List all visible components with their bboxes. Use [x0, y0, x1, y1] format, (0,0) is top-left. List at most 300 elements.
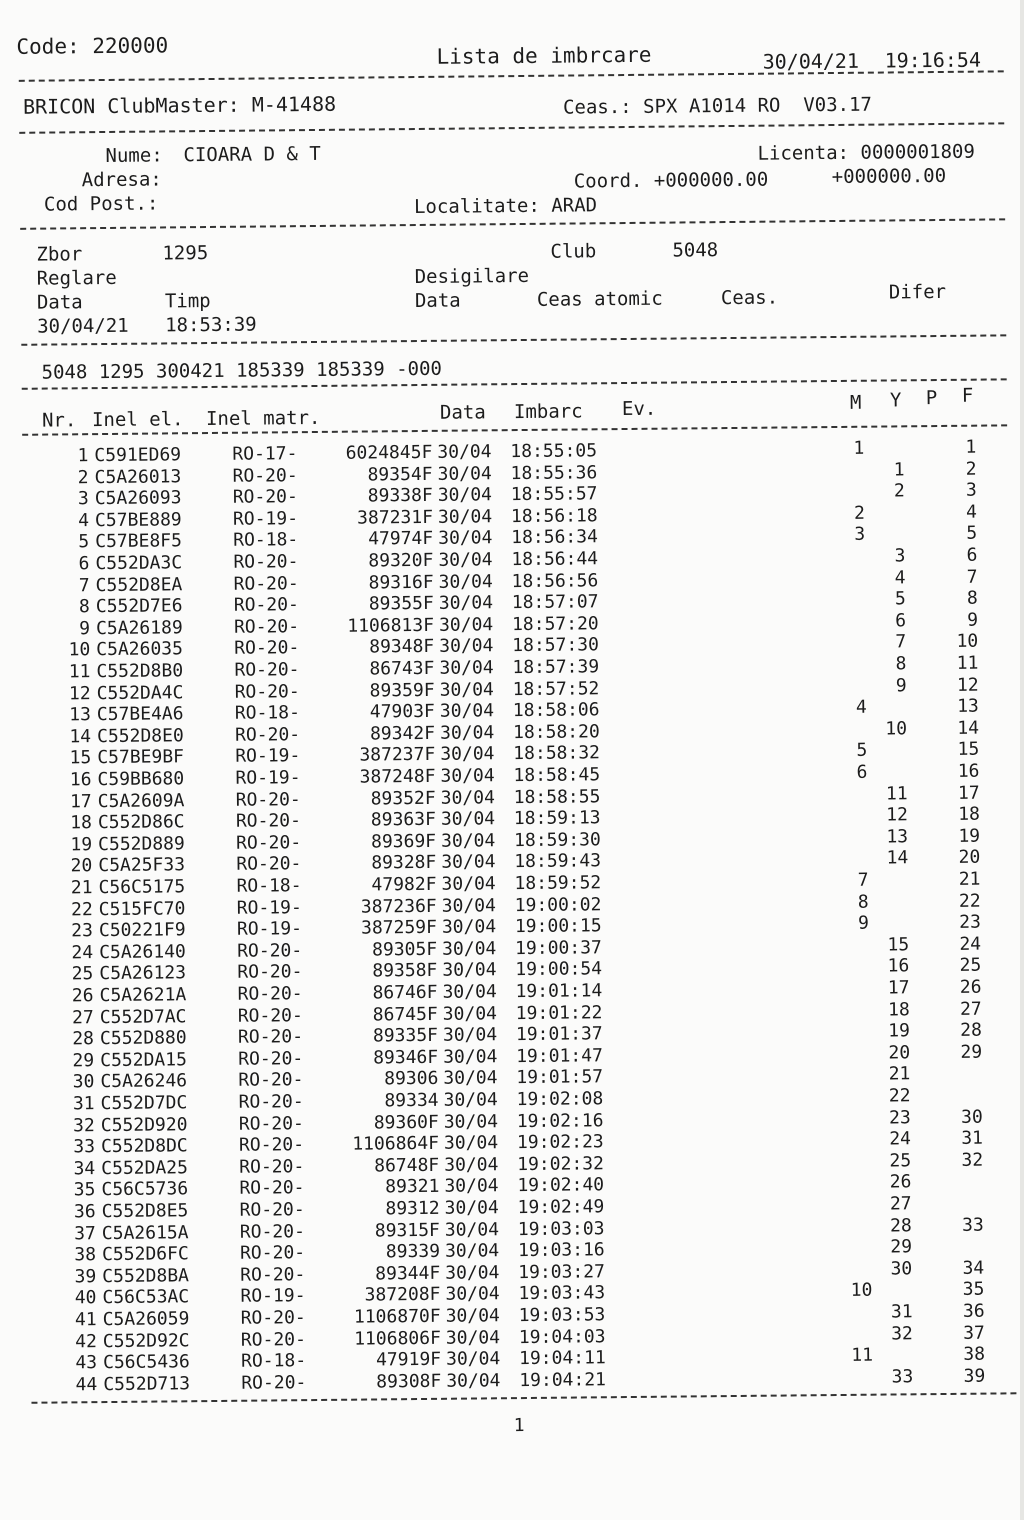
row-number: 28: [72, 1028, 95, 1050]
zbor-label: Zbor: [36, 243, 83, 266]
ring-number: 47919F: [375, 1349, 442, 1371]
electronic-ring: C5A26013: [94, 465, 182, 488]
y-rank: 1: [893, 458, 905, 481]
f-rank: 33: [962, 1214, 984, 1236]
boarding-date: 30/04: [442, 981, 497, 1003]
electronic-ring: C5A26189: [95, 617, 183, 639]
row-number: 24: [71, 941, 94, 964]
ring-prefix: RO-20-: [240, 1307, 306, 1329]
y-rank: 14: [886, 847, 909, 869]
boarding-date: 30/04: [437, 506, 493, 528]
electronic-ring: C552D8EA: [95, 573, 183, 596]
electronic-ring: C5A26059: [102, 1308, 190, 1331]
f-rank: 20: [958, 847, 981, 869]
row-number: 30: [72, 1071, 95, 1093]
boarding-time: 18:58:06: [512, 699, 600, 722]
electronic-ring: C57BE9BF: [97, 746, 185, 769]
f-rank: 19: [958, 825, 981, 847]
col-f: F: [961, 384, 974, 407]
m-rank: 1: [853, 437, 865, 459]
y-rank: 28: [890, 1214, 912, 1237]
y-rank: 7: [895, 631, 907, 653]
y-rank: 20: [888, 1042, 911, 1064]
reglare-time: 18:53:39: [165, 313, 257, 337]
ring-number: 86748F: [374, 1154, 440, 1177]
f-rank: 27: [959, 998, 982, 1020]
ring-prefix: RO-20-: [233, 594, 299, 616]
f-rank: 37: [963, 1322, 985, 1344]
electronic-ring: C5A2615A: [101, 1221, 189, 1244]
clock-label: Ceas.: SPX A1014 RO V03.17: [562, 93, 873, 119]
row-number: 32: [73, 1114, 95, 1136]
electronic-ring: C552D8B0: [96, 660, 184, 683]
reglare-label: Reglare: [36, 266, 117, 290]
electronic-ring: C552D92C: [102, 1329, 190, 1352]
electronic-ring: C57BE889: [94, 509, 182, 531]
address-label: Adresa:: [81, 168, 162, 192]
f-rank: 36: [962, 1300, 985, 1322]
desigilare-label: Desigilare: [414, 264, 530, 289]
owner-name: CIOARA D & T: [183, 142, 321, 167]
ring-prefix: RO-20-: [240, 1263, 306, 1286]
ring-number: 387208F: [364, 1284, 441, 1306]
ring-prefix: RO-20-: [237, 1004, 303, 1027]
y-rank: 4: [894, 566, 906, 589]
electronic-ring: C552D7DC: [100, 1092, 188, 1115]
row-number: 44: [75, 1373, 98, 1396]
boarding-time: 19:00:15: [514, 915, 602, 938]
ring-number: 89346F: [373, 1046, 439, 1069]
row-number: 22: [70, 898, 93, 920]
ring-prefix: RO-18-: [236, 875, 302, 897]
boarding-date: 30/04: [445, 1262, 500, 1284]
boarding-time: 19:04:03: [518, 1325, 606, 1348]
boarding-date: 30/04: [438, 614, 494, 636]
boarding-time: 18:58:20: [512, 721, 600, 743]
boarding-date: 30/04: [445, 1305, 500, 1327]
boarding-date: 30/04: [438, 527, 493, 550]
ring-number: 89369F: [370, 830, 437, 853]
ring-prefix: RO-20-: [234, 659, 300, 681]
boarding-time: 19:01:22: [515, 1001, 603, 1024]
boarding-time: 19:00:54: [515, 958, 603, 981]
y-rank: 10: [885, 718, 908, 740]
boarding-time: 18:59:13: [513, 807, 601, 830]
f-rank: 38: [963, 1343, 986, 1366]
boarding-time: 19:04:11: [518, 1347, 606, 1370]
boarding-date: 30/04: [437, 462, 492, 485]
ring-number: 1106806F: [354, 1327, 441, 1350]
ring-number: 86743F: [369, 657, 435, 680]
col-m: M: [849, 391, 862, 414]
electronic-ring: C552D7E6: [95, 595, 183, 618]
ring-prefix: RO-20-: [234, 723, 301, 746]
ring-prefix: RO-20-: [234, 680, 300, 703]
col-ev: Ev.: [621, 397, 657, 421]
boarding-date: 30/04: [441, 851, 496, 874]
reglare-date: 30/04/21: [37, 314, 129, 338]
boarding-time: 19:02:32: [517, 1153, 605, 1175]
col-inel-el: Inel el.: [91, 408, 184, 432]
f-rank: 10: [956, 631, 979, 653]
boarding-date: 30/04: [439, 635, 494, 658]
ring-number: 47982F: [371, 873, 437, 896]
ring-number: 89344F: [375, 1262, 441, 1285]
ring-prefix: RO-18-: [234, 702, 300, 724]
m-rank: 6: [856, 761, 868, 783]
ring-prefix: RO-19-: [235, 767, 301, 789]
ring-number: 89320F: [368, 549, 434, 572]
boarding-time: 19:02:08: [516, 1088, 604, 1111]
boarding-date: 30/04: [440, 808, 496, 830]
f-rank: 26: [959, 976, 982, 998]
boarding-date: 30/04: [437, 484, 493, 507]
ring-number: 47903F: [369, 701, 435, 723]
ring-prefix: RO-20-: [233, 615, 300, 638]
row-number: 23: [71, 920, 94, 942]
f-rank: 31: [961, 1127, 984, 1150]
timp-label: Timp: [164, 289, 211, 313]
row-number: 3: [77, 488, 89, 510]
electronic-ring: C552D713: [103, 1373, 191, 1395]
ring-prefix: RO-20-: [237, 983, 303, 1005]
boarding-time: 18:59:43: [514, 850, 602, 873]
f-rank: 32: [961, 1149, 984, 1171]
y-rank: 31: [890, 1301, 913, 1323]
boarding-time: 18:57:39: [512, 656, 600, 679]
row-number: 25: [71, 963, 94, 985]
electronic-ring: C50221F9: [98, 919, 186, 942]
y-rank: 23: [888, 1106, 911, 1129]
ring-prefix: RO-20-: [241, 1371, 307, 1394]
ring-number: 387231F: [357, 506, 434, 529]
m-rank: 8: [857, 891, 869, 913]
y-rank: 16: [887, 955, 910, 977]
electronic-ring: C5A26093: [94, 487, 182, 510]
row-number: 36: [73, 1201, 96, 1223]
ring-prefix: RO-20-: [235, 788, 301, 811]
ring-prefix: RO-20-: [238, 1069, 304, 1092]
ring-prefix: RO-19-: [232, 507, 299, 530]
y-rank: 30: [890, 1258, 913, 1280]
y-rank: 3: [894, 545, 906, 567]
ring-number: 89354F: [367, 463, 433, 486]
row-number: 38: [74, 1244, 97, 1266]
row-number: 31: [72, 1093, 95, 1115]
ring-number: 387259F: [360, 917, 438, 939]
f-rank: 2: [965, 458, 977, 480]
y-rank: 11: [885, 782, 908, 805]
y-rank: 15: [887, 934, 910, 956]
f-rank: 24: [959, 933, 982, 955]
ring-prefix: RO-20-: [232, 464, 298, 487]
boarding-date: 30/04: [442, 959, 497, 982]
boarding-time: 19:01:47: [516, 1045, 603, 1067]
ring-prefix: RO-18-: [240, 1350, 307, 1372]
row-number: 11: [68, 661, 91, 683]
f-rank: 11: [956, 652, 979, 674]
ring-number: 86745F: [372, 1003, 438, 1026]
boarding-time: 19:02:40: [517, 1174, 605, 1197]
ring-number: 89334: [384, 1089, 439, 1112]
ring-number: 1106870F: [353, 1305, 441, 1328]
ring-prefix: RO-20-: [234, 637, 300, 660]
f-rank: 29: [960, 1041, 983, 1063]
f-rank: 7: [966, 566, 978, 588]
ring-number: 89321: [385, 1176, 440, 1198]
m-rank: 11: [851, 1344, 874, 1367]
f-rank: 3: [965, 479, 977, 501]
boarding-date: 30/04: [445, 1326, 501, 1349]
f-rank: 28: [960, 1019, 983, 1042]
boarding-time: 19:00:37: [515, 937, 602, 959]
electronic-ring: C552DA3C: [95, 552, 183, 575]
y-rank: 2: [893, 480, 905, 502]
y-rank: 12: [886, 804, 908, 826]
electronic-ring: C56C53AC: [102, 1286, 190, 1309]
page-number: 1: [513, 1415, 525, 1437]
ring-number: 89315F: [374, 1219, 440, 1242]
row-number: 13: [69, 704, 91, 726]
boarding-date: 30/04: [443, 1110, 499, 1133]
f-rank: 9: [967, 609, 979, 631]
row-number: 7: [78, 574, 90, 596]
f-rank: 16: [957, 760, 980, 782]
paper-edge: [1020, 0, 1024, 1520]
electronic-ring: C552D8BA: [102, 1265, 190, 1287]
row-number: 34: [73, 1157, 96, 1180]
ring-number: 1106864F: [352, 1133, 440, 1155]
boarding-date: 30/04: [439, 678, 494, 701]
row-number: 2: [77, 466, 89, 488]
ring-prefix: RO-19-: [240, 1285, 306, 1308]
document-title: Lista de imbrcare: [436, 42, 652, 69]
row-number: 43: [75, 1352, 98, 1374]
electronic-ring: C552D8DC: [100, 1135, 188, 1158]
boarding-date: 30/04: [444, 1154, 499, 1176]
boarding-time: 19:01:37: [515, 1023, 603, 1046]
boarding-time: 18:55:57: [510, 483, 598, 506]
ring-number: 89306: [384, 1068, 439, 1090]
boarding-date: 30/04: [440, 786, 495, 809]
row-number: 4: [78, 509, 90, 532]
row-number: 15: [69, 747, 92, 769]
boarding-time: 18:57:20: [511, 613, 599, 635]
row-number: 12: [68, 682, 91, 704]
ring-number: 1106813F: [347, 614, 435, 637]
f-rank: 5: [966, 523, 978, 545]
f-rank: 30: [960, 1106, 983, 1128]
ring-prefix: RO-20-: [236, 853, 302, 876]
name-label: Nume:: [105, 144, 163, 167]
f-rank: 25: [959, 955, 982, 977]
electronic-ring: C5A2621A: [99, 984, 187, 1007]
coord-second: +000000.00: [831, 164, 947, 189]
f-rank: 12: [956, 674, 979, 696]
boarding-date: 30/04: [446, 1370, 501, 1392]
postcode-label: Cod Post.:: [43, 192, 159, 216]
ring-prefix: RO-20-: [240, 1328, 307, 1351]
row-number: 9: [79, 617, 91, 640]
f-rank: 23: [959, 911, 981, 934]
f-rank: 22: [958, 890, 981, 912]
boarding-date: 30/04: [441, 894, 497, 917]
difer-label: Difer: [888, 280, 947, 304]
m-rank: 9: [857, 912, 870, 934]
data-label: Data: [36, 291, 83, 314]
ring-prefix: RO-20-: [239, 1155, 305, 1178]
ring-prefix: RO-20-: [239, 1220, 305, 1243]
row-number: 42: [75, 1330, 97, 1352]
boarding-date: 30/04: [441, 873, 496, 895]
ring-prefix: RO-20-: [239, 1242, 306, 1264]
y-rank: 18: [887, 998, 910, 1021]
ring-number: 86746F: [372, 981, 438, 1004]
boarding-date: 30/04: [440, 830, 496, 852]
ring-number: 387248F: [359, 765, 436, 788]
y-rank: 8: [895, 653, 907, 675]
row-number: 14: [69, 725, 92, 748]
boarding-date: 30/04: [440, 765, 495, 787]
col-imbarc: Imbarc: [513, 400, 583, 424]
boarding-date: 30/04: [442, 938, 497, 960]
coord-label: Coord. +000000.00: [573, 168, 769, 193]
y-rank: 17: [887, 977, 910, 999]
boarding-date: 30/04: [441, 916, 497, 938]
ring-prefix: RO-20-: [237, 939, 303, 962]
boarding-date: 30/04: [444, 1175, 499, 1198]
electronic-ring: C552DA15: [100, 1049, 187, 1071]
row-number: 40: [74, 1287, 97, 1309]
ring-prefix: RO-17-: [232, 443, 298, 465]
f-rank: 6: [966, 544, 978, 566]
ring-prefix: RO-19-: [236, 896, 302, 919]
electronic-ring: C57BE4A6: [96, 703, 184, 726]
boarding-time: 18:57:30: [512, 634, 600, 657]
locality-label: Localitate: ARAD: [413, 194, 598, 219]
y-rank: 26: [889, 1171, 912, 1193]
boarding-time: 19:01:57: [516, 1066, 604, 1089]
m-rank: 5: [856, 740, 868, 762]
boarding-date: 30/04: [439, 700, 495, 722]
col-nr: Nr.: [41, 409, 77, 432]
boarding-date: 30/04: [439, 657, 494, 679]
club-label: Club: [550, 240, 597, 263]
flight-code-line: 5048 1295 300421 185339 185339 -000: [41, 357, 443, 384]
electronic-ring: C552D8E5: [101, 1200, 189, 1223]
m-rank: 3: [854, 524, 866, 546]
boarding-date: 30/04: [444, 1218, 500, 1241]
data2-label: Data: [414, 289, 461, 313]
electronic-ring: C552D8E0: [96, 725, 184, 747]
electronic-ring: C56C5736: [101, 1178, 189, 1201]
ring-prefix: RO-20-: [238, 1091, 304, 1113]
m-rank: 10: [850, 1280, 873, 1302]
zbor-value: 1295: [162, 242, 209, 265]
row-number: 26: [71, 985, 94, 1007]
f-rank: 39: [963, 1365, 986, 1387]
m-rank: 7: [857, 869, 869, 891]
print-time: 19:16:54: [884, 47, 982, 73]
ring-prefix: RO-19-: [236, 918, 303, 940]
ceas-atomic-label: Ceas atomic: [536, 287, 663, 311]
row-number: 8: [78, 596, 90, 618]
boarding-time: 19:03:03: [517, 1217, 605, 1240]
f-rank: 4: [966, 501, 978, 523]
boarding-date: 30/04: [437, 441, 492, 463]
boarding-time: 18:56:34: [511, 526, 598, 549]
ring-number: 89339: [385, 1241, 441, 1263]
y-rank: 13: [886, 826, 909, 848]
y-rank: 21: [888, 1063, 911, 1085]
boarding-date: 30/04: [438, 549, 493, 571]
boarding-date: 30/04: [445, 1348, 501, 1370]
electronic-ring: C56C5436: [102, 1351, 190, 1374]
code-label: Code: 220000: [16, 33, 169, 59]
ring-number: 89335F: [372, 1025, 439, 1047]
boarding-time: 18:58:55: [513, 785, 601, 808]
electronic-ring: C552D7AC: [99, 1005, 187, 1028]
boarding-time: 18:59:52: [514, 872, 602, 895]
boarding-date: 30/04: [438, 592, 494, 615]
divider: [19, 122, 1004, 133]
ring-prefix: RO-20-: [239, 1199, 305, 1221]
ring-number: 89316F: [368, 571, 434, 594]
y-rank: 22: [888, 1085, 911, 1107]
row-number: 35: [73, 1179, 96, 1201]
ring-prefix: RO-18-: [233, 529, 299, 552]
row-number: 41: [74, 1309, 97, 1331]
electronic-ring: C5A25F33: [98, 854, 186, 877]
ring-number: 89348F: [369, 636, 435, 658]
boarding-date: 30/04: [443, 1067, 498, 1090]
electronic-ring: C552D920: [100, 1113, 188, 1136]
electronic-ring: C552DA25: [101, 1157, 189, 1179]
row-number: 27: [71, 1006, 94, 1028]
m-rank: 2: [854, 502, 866, 524]
boarding-date: 30/04: [438, 570, 493, 593]
ring-prefix: RO-20-: [235, 810, 302, 832]
boarding-date: 30/04: [443, 1132, 499, 1154]
f-rank: 15: [957, 739, 980, 761]
boarding-time: 19:04:21: [519, 1369, 607, 1391]
f-rank: 21: [958, 868, 981, 890]
ring-number: 387237F: [359, 744, 436, 766]
boarding-date: 30/04: [443, 1046, 498, 1068]
f-rank: 8: [966, 587, 978, 609]
f-rank: 17: [957, 782, 980, 804]
row-number: 10: [68, 639, 91, 661]
boarding-date: 30/04: [443, 1089, 498, 1111]
row-number: 18: [70, 812, 93, 834]
row-number: 21: [70, 877, 93, 899]
electronic-ring: C515FC70: [98, 897, 186, 920]
boarding-time: 19:03:16: [517, 1239, 605, 1262]
device-label: BRICON ClubMaster: M-41488: [22, 91, 337, 119]
ring-prefix: RO-20-: [237, 961, 303, 984]
col-data: Data: [439, 401, 486, 424]
ring-number: 89363F: [370, 809, 436, 831]
boarding-date: 30/04: [442, 1024, 498, 1046]
m-rank: 4: [855, 696, 867, 719]
divider: [19, 70, 1004, 81]
boarding-time: 18:58:45: [513, 764, 601, 787]
boarding-time: 18:57:52: [512, 677, 600, 700]
boarding-time: 18:56:56: [511, 569, 599, 592]
boarding-time: 19:02:49: [517, 1196, 605, 1219]
ring-number: 387236F: [360, 895, 437, 918]
row-number: 16: [69, 769, 92, 791]
